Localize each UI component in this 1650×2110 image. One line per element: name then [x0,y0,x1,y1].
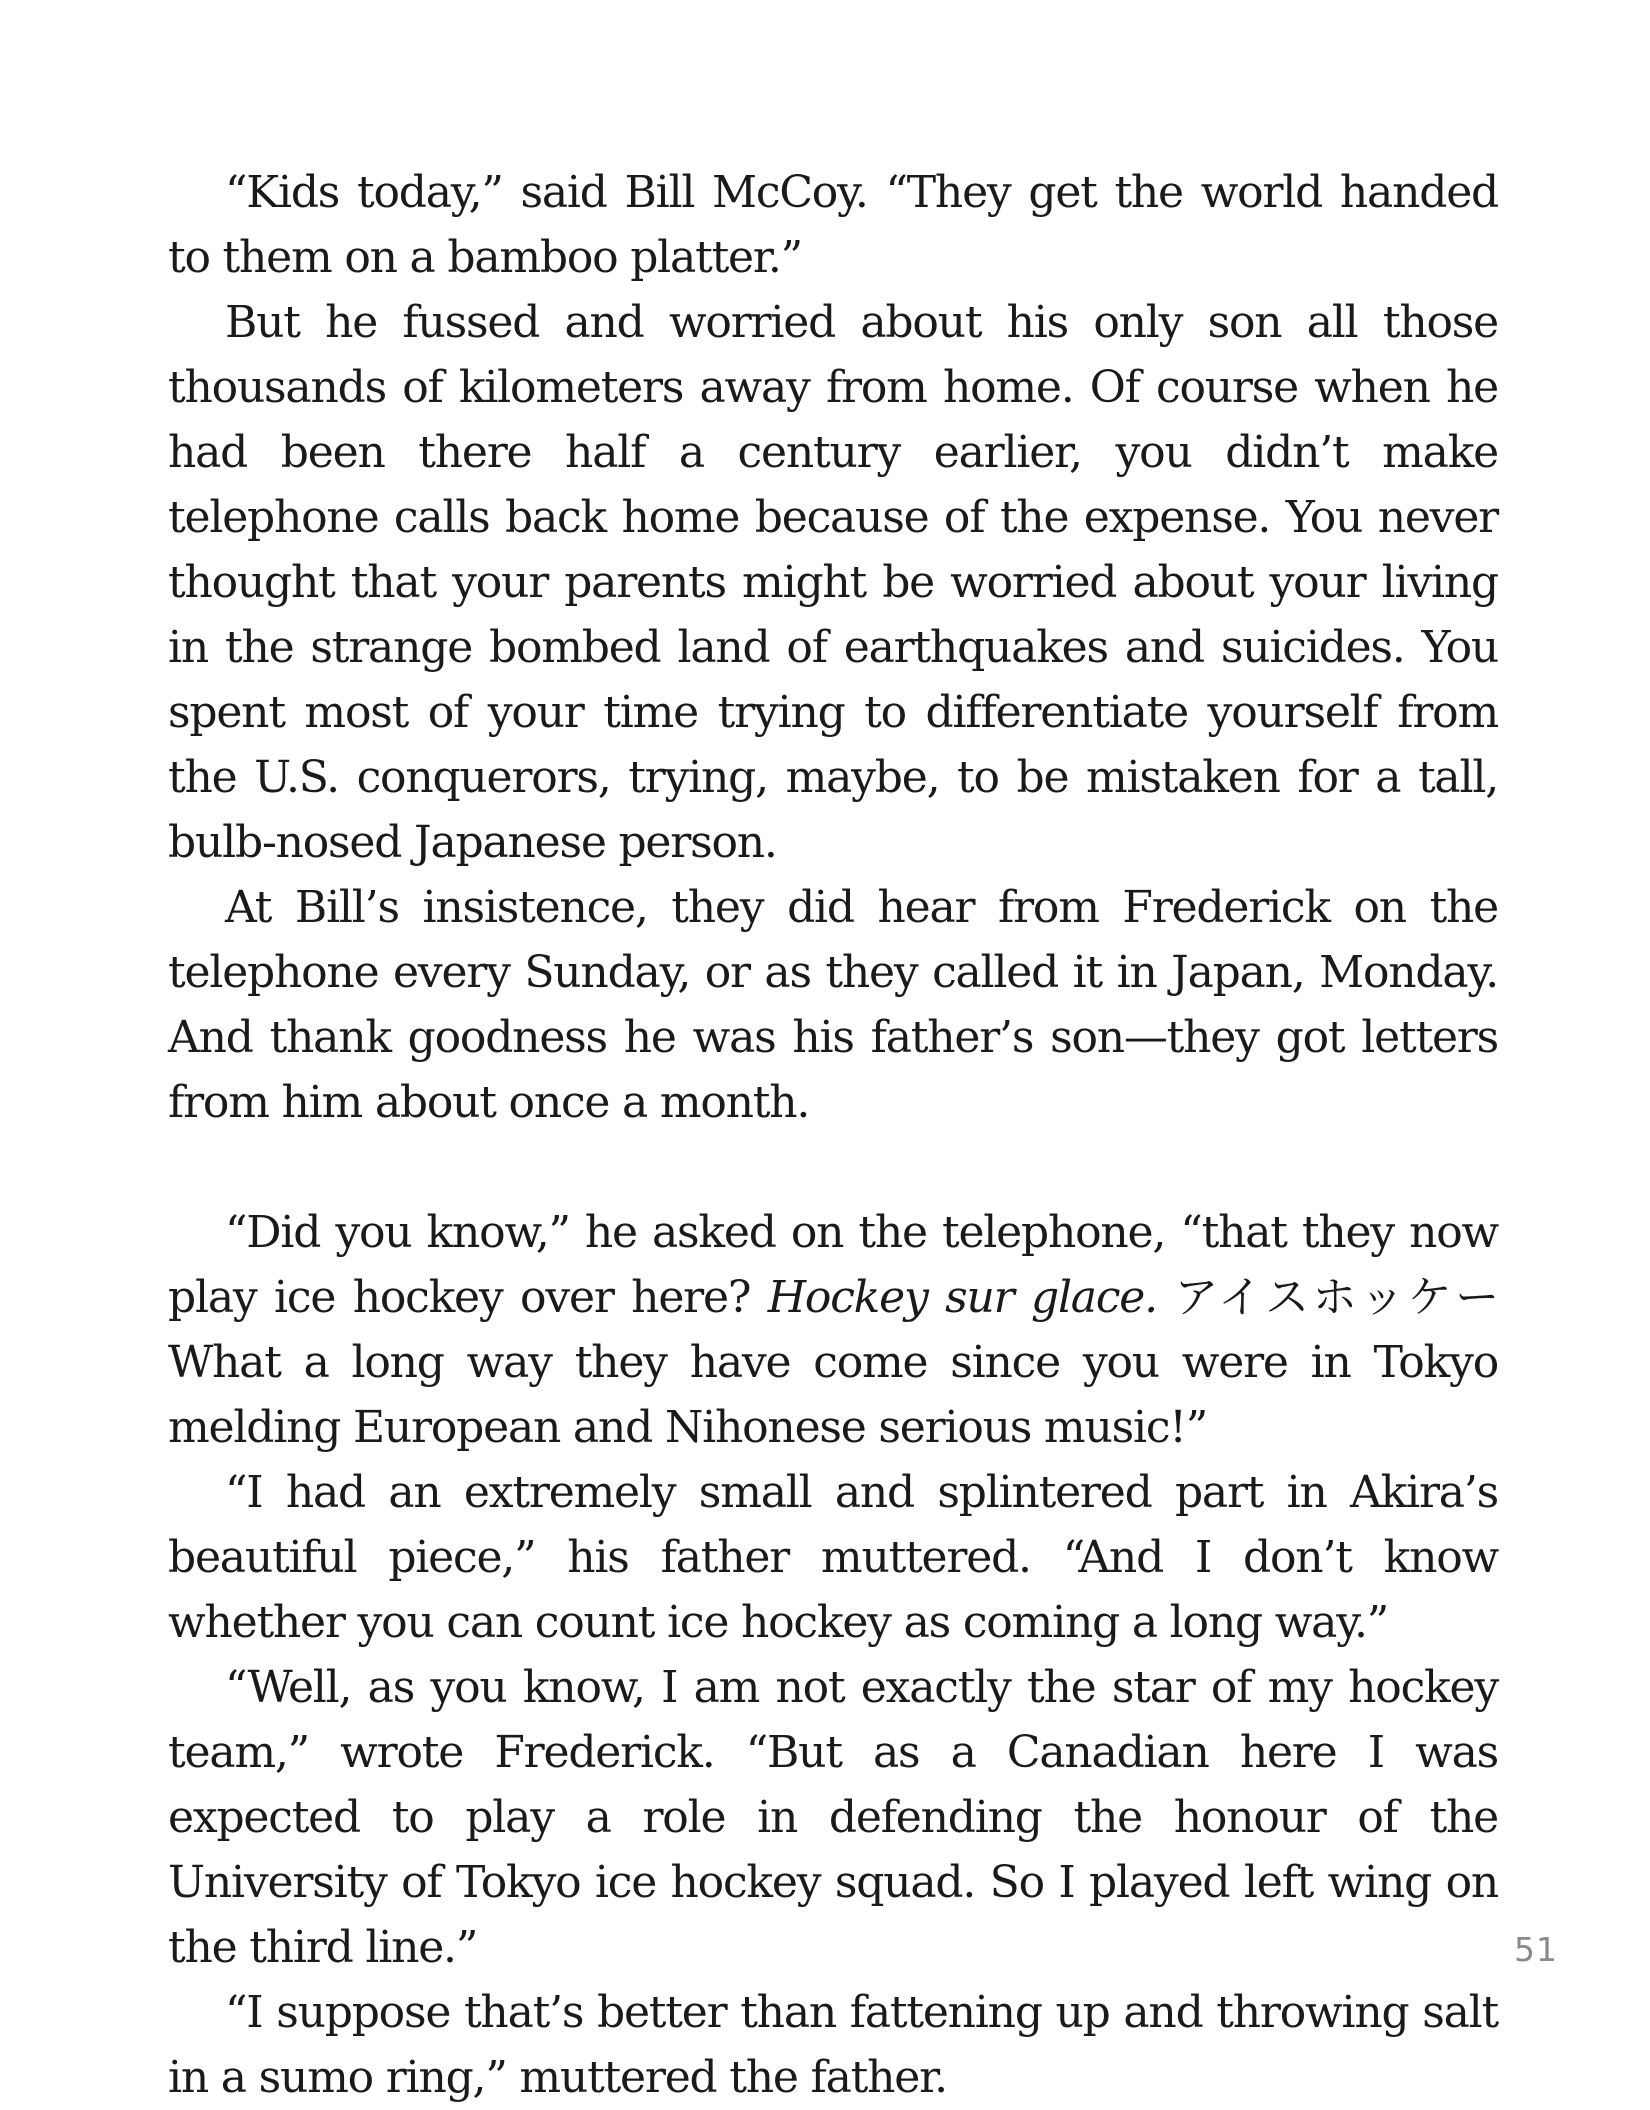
paragraph-1: “Kids today,” said Bill McCoy. “They get the world handed to them on a bamboo platter.” [168,167,1498,283]
paragraph-4 [168,1200,1498,1460]
paragraph-7: “I suppose that’s better than fattening up and throwing salt in a sumo ring,” muttered the father. [168,1987,1498,2103]
body-text [168,160,1498,2110]
italic-phrase: Hockey sur glace. [767,1272,1157,1323]
paragraph-4-text: “Did you know,” he asked on the telephone, “that they now play ice hockey over here? [168,1207,1498,1323]
japanese-text: アイスホッケー [1156,1272,1498,1323]
paragraph-3: At Bill’s insistence, they did hear from Frederick on the telephone every Sunday, or as they called it in Japan, Monday. And thank goodness he was his father’s son—they got letters from him about once a month. [168,882,1498,1128]
paragraph-2: But he fussed and worried about his only son all those thousands of kilometers away from home. Of course when he had been there half a century earlier, you didn’t make telephone calls back home because of the expense. You never thought that your parents might be worried about your living in the strange bombed land of earthquakes and suicides. You spent most of your time trying to differentiate yourself from the U.S. conquerors, trying, maybe, to be mistaken for a tall, bulb-nosed Japanese person. [168,297,1498,868]
paragraph-5: “I had an extremely small and splintered part in Akira’s beautiful piece,” his father muttered. “And I don’t know whether you can count ice hockey as coming a long way.” [168,1467,1498,1648]
page-number: 51 [1514,1930,1558,1969]
paragraph-4-continuation: What a long way they have come since you were in Tokyo melding European and Nihonese serious music!” [168,1337,1498,1453]
paragraph-6: “Well, as you know, I am not exactly the star of my hockey team,” wrote Frederick. “But as a Canadian here I was expected to play a role in defending the honour of the University of Tokyo ice hockey squad. So I played left wing on the third line.” [168,1662,1498,1973]
